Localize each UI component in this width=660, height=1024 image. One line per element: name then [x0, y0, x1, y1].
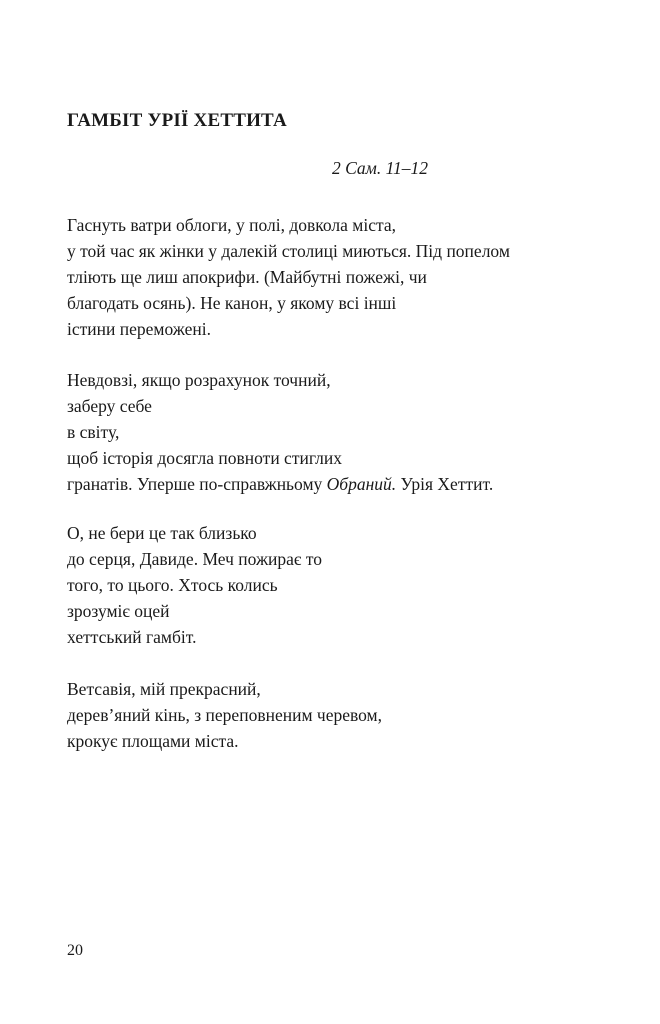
page-number: 20: [67, 942, 83, 959]
stanza-line: Гаснуть ватри облоги, у полі, довкола міста,: [67, 215, 397, 235]
stanza-line: істини переможені.: [67, 319, 212, 339]
stanza-line: хеттський гамбіт.: [67, 627, 197, 647]
stanza-line: Невдовзі, якщо розрахунок точний,: [67, 370, 331, 390]
epigraph-reference: 2 Сам. 11–12: [332, 158, 429, 178]
stanza-line: крокує площами міста.: [67, 731, 239, 751]
stanza-line: до серця, Давиде. Меч пожирає то: [67, 549, 322, 569]
stanza-2: [67, 367, 493, 497]
italic-emphasis: Обраний.: [326, 474, 397, 494]
stanza-line: того, то цього. Хтось колись: [67, 575, 278, 595]
stanza-line: щоб історія досягла повноти стиглих: [67, 448, 342, 468]
stanza-line: зрозуміє оцей: [67, 601, 170, 621]
stanza-line: в світу,: [67, 422, 120, 442]
stanza-line: благодать осянь). Не канон, у якому всі інші: [67, 293, 397, 313]
stanza-4: [67, 676, 382, 754]
line-text: гранатів. Уперше по-справжньому: [67, 474, 327, 494]
stanza-line: тліють ще лиш апокрифи. (Майбутні пожежі, чи: [67, 267, 427, 287]
stanza-3: [67, 520, 322, 650]
poem-title: ГАМБІТ УРІЇ ХЕТТИТА: [67, 110, 287, 131]
stanza-line: дерев’яний кінь, з переповненим черевом,: [67, 705, 382, 725]
stanza-line: О, не бери це так близько: [67, 523, 257, 543]
line-text: Урія Хеттит.: [396, 474, 494, 494]
stanza-1: [67, 212, 510, 342]
stanza-line: [67, 471, 493, 497]
stanza-line: у той час як жінки у далекій столиці миються. Під попелом: [67, 241, 510, 261]
stanza-line: заберу себе: [67, 396, 152, 416]
stanza-line: Ветсавія, мій прекрасний,: [67, 679, 261, 699]
